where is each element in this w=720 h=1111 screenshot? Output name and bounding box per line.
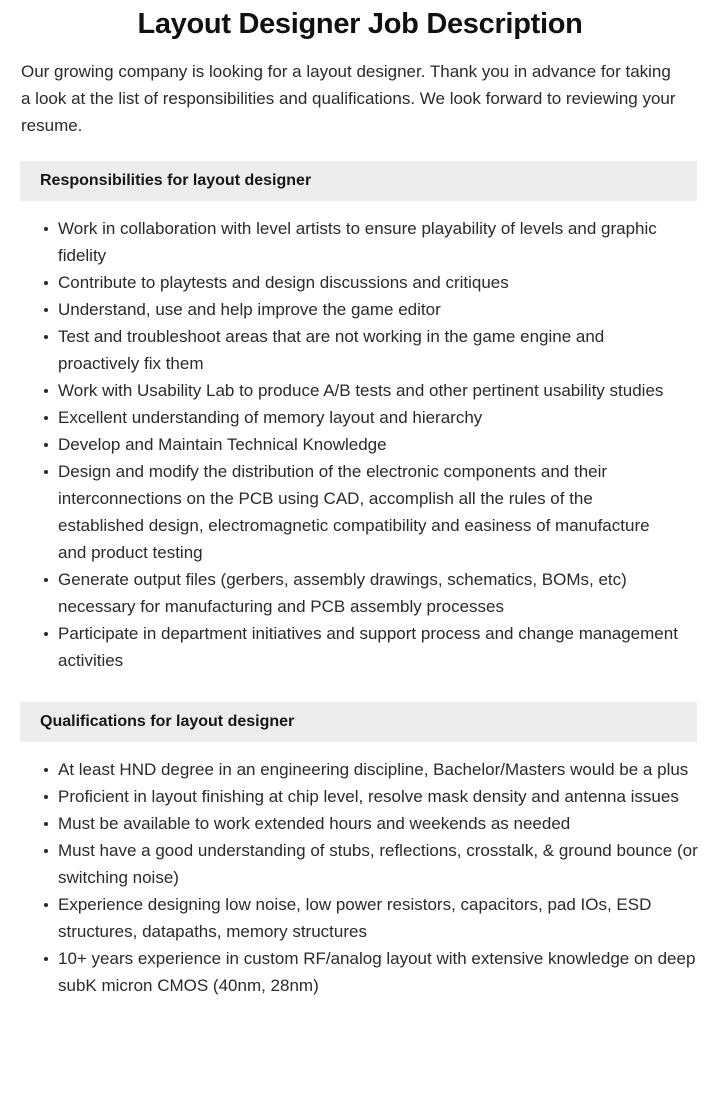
section-heading-qualifications: Qualifications for layout designer xyxy=(20,702,697,742)
section-responsibilities xyxy=(0,161,720,674)
list-item: Develop and Maintain Technical Knowledge xyxy=(0,431,680,458)
list-item: Proficient in layout finishing at chip level, resolve mask density and antenna issues xyxy=(0,783,704,810)
list-item: Must be available to work extended hours and weekends as needed xyxy=(0,810,704,837)
list-item: Experience designing low noise, low power resistors, capacitors, pad IOs, ESD structures, datapaths, memory structures xyxy=(0,891,704,945)
section-qualifications xyxy=(0,702,720,999)
section-heading-responsibilities: Responsibilities for layout designer xyxy=(20,161,697,201)
list-item: Design and modify the distribution of the electronic components and their interconnections on the PCB using CAD, accomplish all the rules of the established design, electromagnetic compatibility and easiness of manufacture and product testing xyxy=(0,458,680,566)
list-item: Work in collaboration with level artists to ensure playability of levels and graphic fidelity xyxy=(0,215,680,269)
list-item: Contribute to playtests and design discussions and critiques xyxy=(0,269,680,296)
list-item: Participate in department initiatives and support process and change management activities xyxy=(0,620,680,674)
list-item: 10+ years experience in custom RF/analog layout with extensive knowledge on deep subK micron CMOS (40nm, 28nm) xyxy=(0,945,704,999)
list-item: At least HND degree in an engineering discipline, Bachelor/Masters would be a plus xyxy=(0,756,704,783)
qualifications-list xyxy=(0,756,720,999)
responsibilities-list xyxy=(0,215,720,674)
list-item: Excellent understanding of memory layout and hierarchy xyxy=(0,404,680,431)
list-item: Understand, use and help improve the game editor xyxy=(0,296,680,323)
page-title: Layout Designer Job Description xyxy=(137,8,583,40)
list-item: Must have a good understanding of stubs, reflections, crosstalk, & ground bounce (or switching noise) xyxy=(0,837,704,891)
intro-paragraph: Our growing company is looking for a layout designer. Thank you in advance for taking a look at the list of responsibilities and qualifications. We look forward to reviewing your resume. xyxy=(21,62,676,135)
list-item: Test and troubleshoot areas that are not working in the game engine and proactively fix them xyxy=(0,323,680,377)
list-item: Work with Usability Lab to produce A/B tests and other pertinent usability studies xyxy=(0,377,680,404)
list-item: Generate output files (gerbers, assembly drawings, schematics, BOMs, etc) necessary for manufacturing and PCB assembly processes xyxy=(0,566,680,620)
